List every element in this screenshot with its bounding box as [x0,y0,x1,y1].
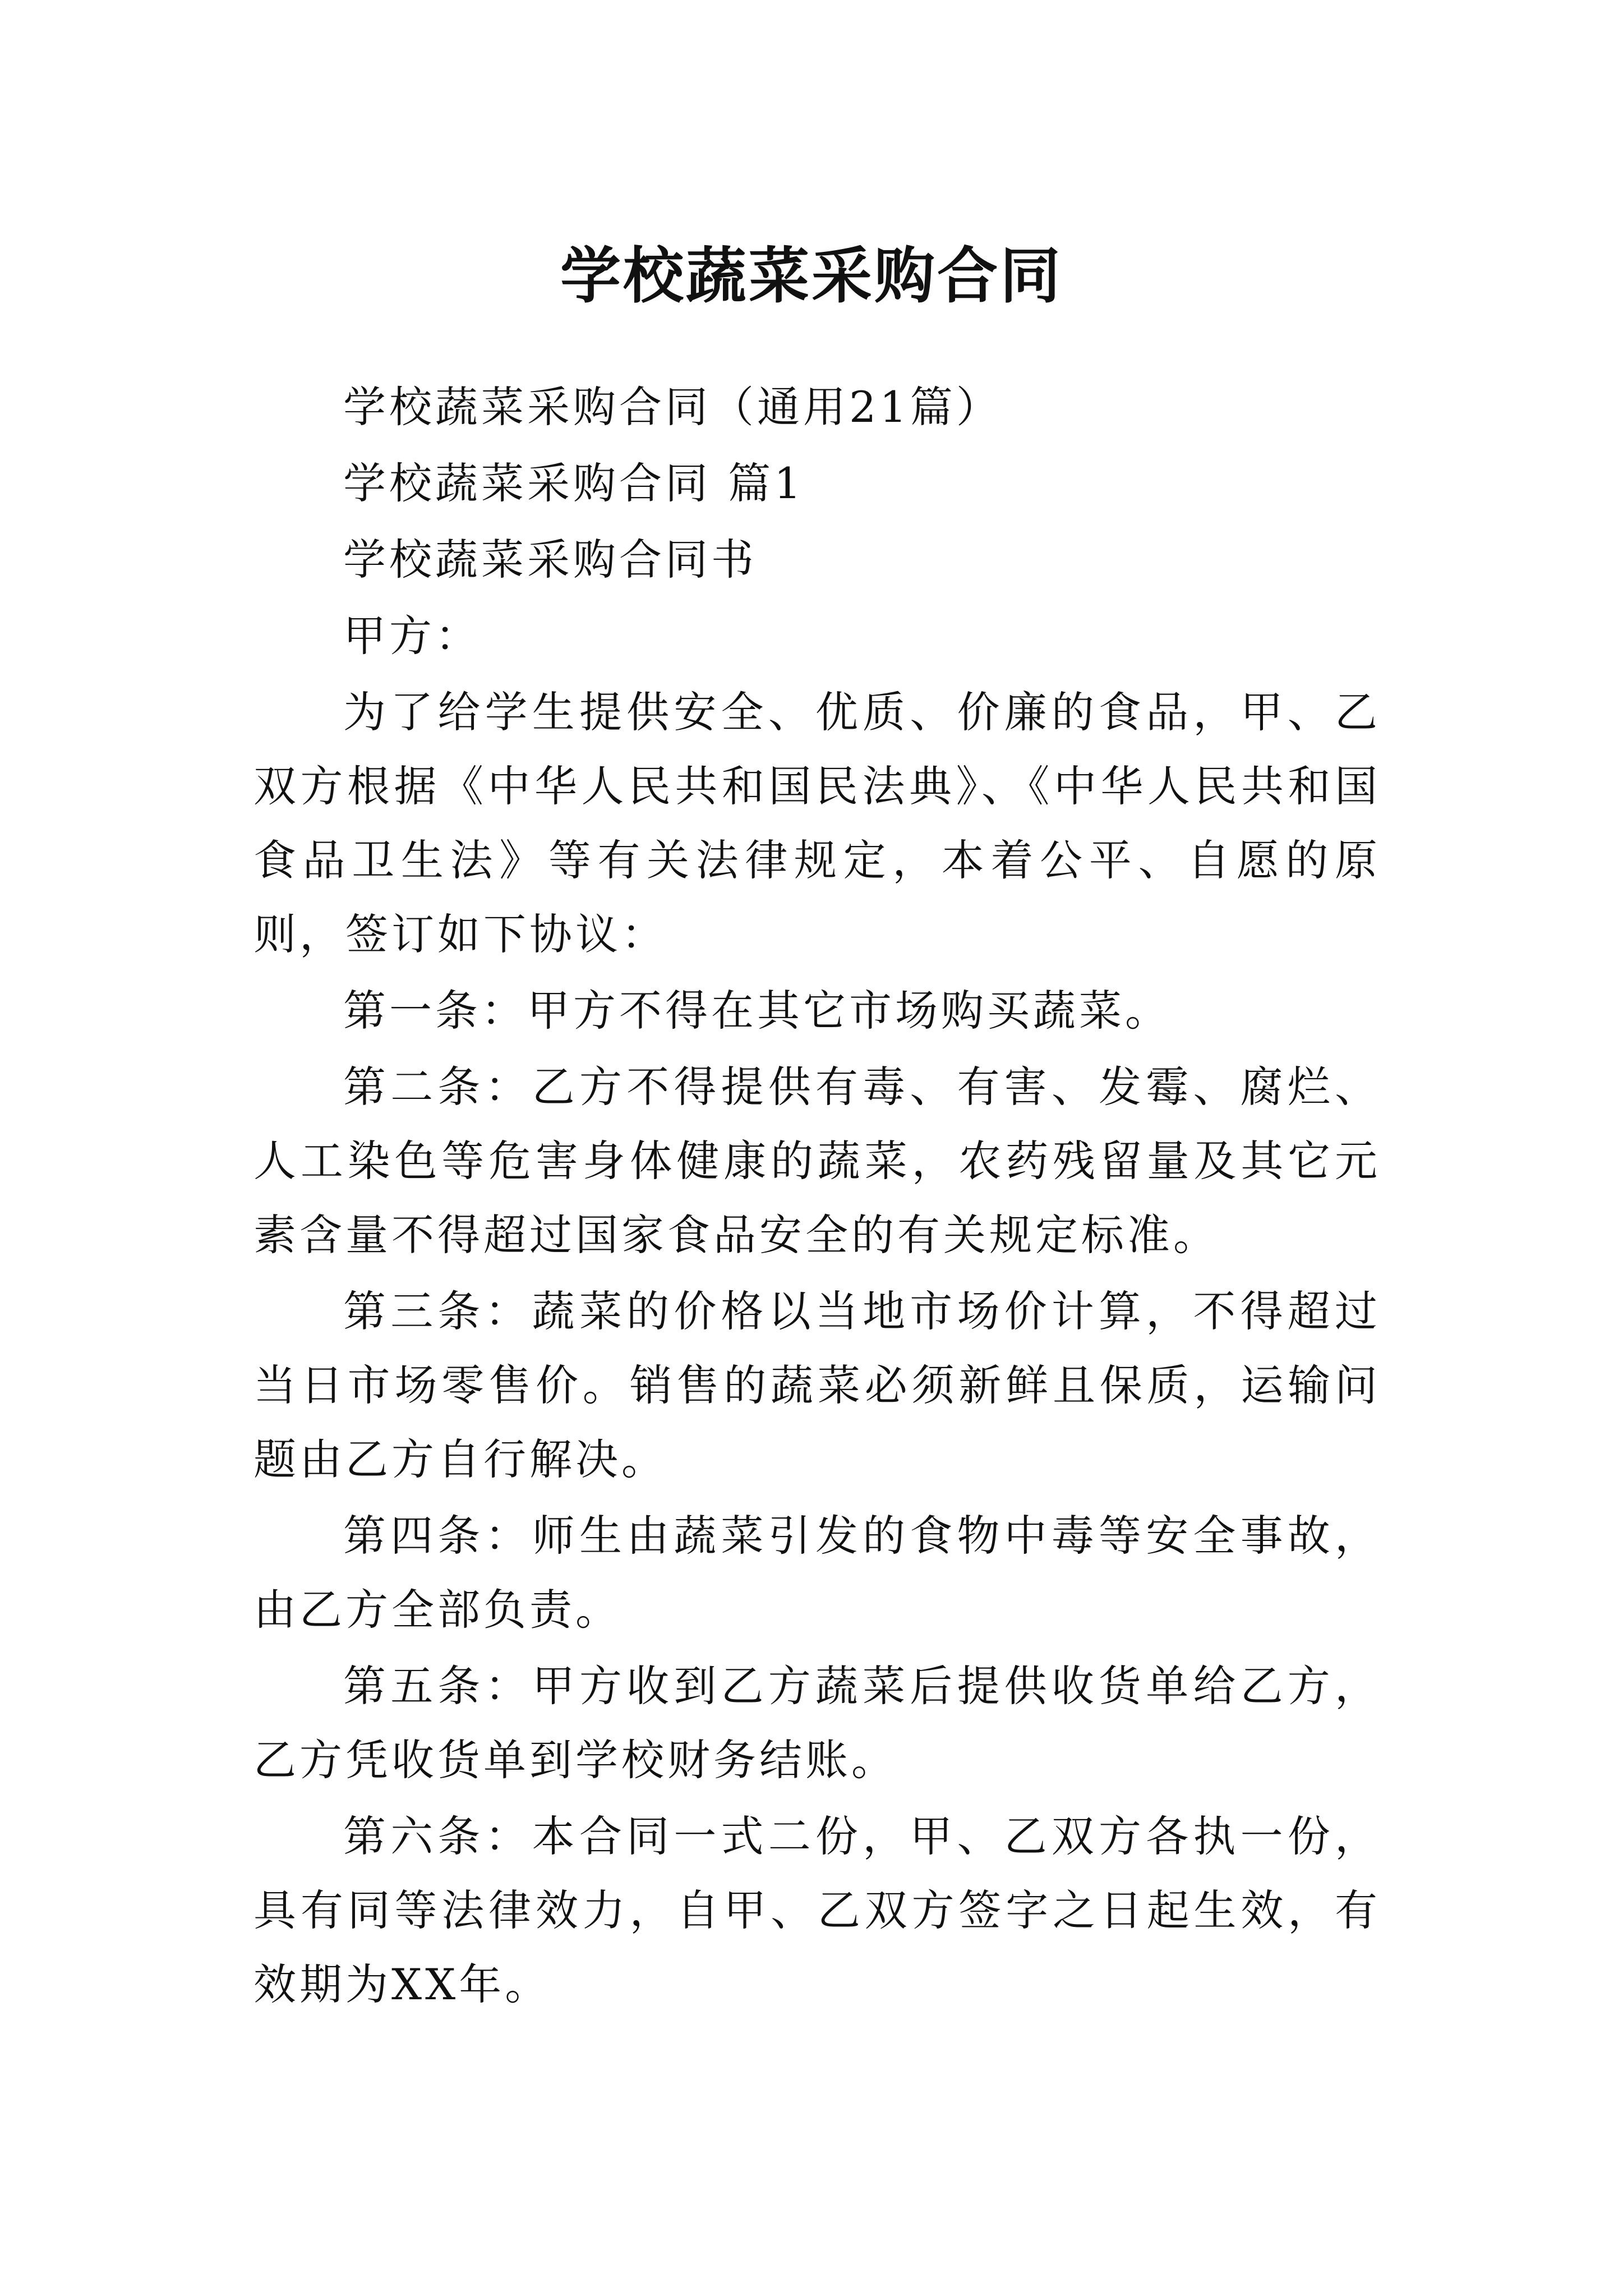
article-2: 第二条：乙方不得提供有毒、有害、发霉、腐烂、人工染色等危害身体健康的蔬菜，农药残留量及其它元素含量不得超过国家食品安全的有关规定标准。 [253,1062,1381,1260]
contract-name: 学校蔬菜采购合同书 [343,535,757,585]
document-body [253,370,1381,2024]
section-heading: 学校蔬菜采购合同 篇1 [343,458,805,508]
collection-heading: 学校蔬菜采购合同（通用21篇） [343,382,1002,432]
preamble-paragraph: 为了给学生提供安全、优质、价廉的食品，甲、乙双方根据《中华人民共和国民法典》、《中华人民共和国食品卫生法》等有关法律规定，本着公平、自愿的原则，签订如下协议： [253,687,1381,959]
article-1: 第一条：甲方不得在其它市场购买蔬菜。 [343,986,1171,1036]
article-5: 第五条：甲方收到乙方蔬菜后提供收货单给乙方，乙方凭收货单到学校财务结账。 [253,1661,1381,1785]
article-4: 第四条：师生由蔬菜引发的食物中毒等安全事故，由乙方全部负责。 [253,1511,1381,1635]
document-title: 学校蔬菜采购合同 [560,241,1063,312]
article-3: 第三条：蔬菜的价格以当地市场价计算，不得超过当日市场零售价。销售的蔬菜必须新鲜且保质，运输问题由乙方自行解决。 [253,1286,1381,1484]
article-6: 第六条：本合同一式二份，甲、乙双方各执一份，具有同等法律效力，自甲、乙双方签字之日起生效，有效期为XX年。 [253,1811,1381,2009]
party-a-label: 甲方： [343,611,481,661]
